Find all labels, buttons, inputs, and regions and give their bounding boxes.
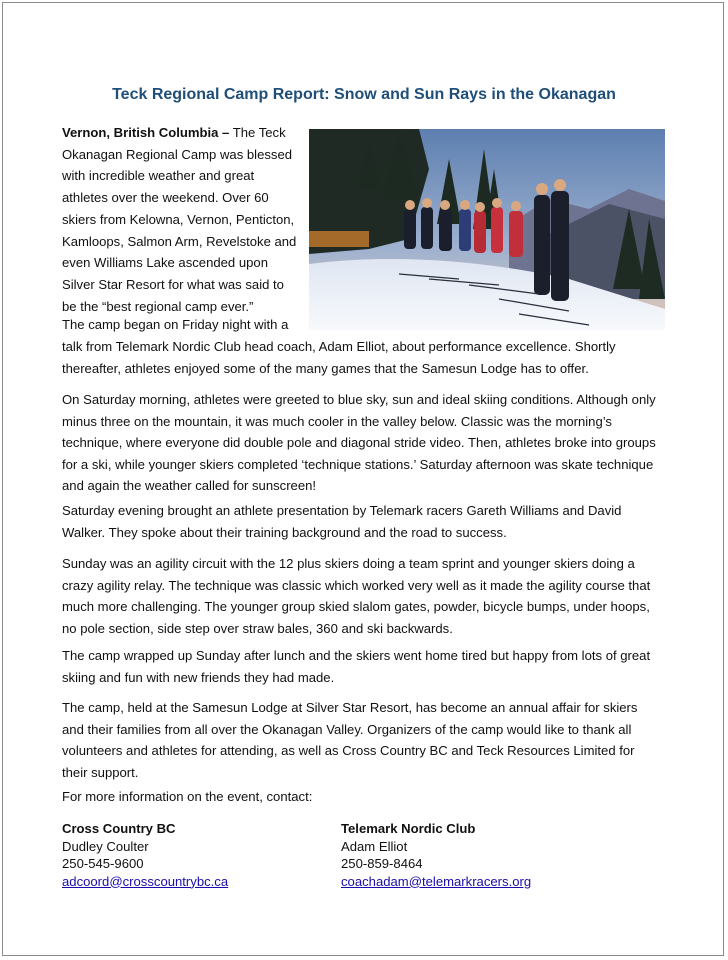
intro-paragraph: [62, 122, 300, 317]
contact-telemark: [341, 820, 531, 890]
contact-name: Adam Elliot: [341, 838, 408, 854]
article-title: Teck Regional Camp Report: Snow and Sun Rays in the Okanagan: [112, 86, 616, 103]
paragraph-sunday: Sunday was an agility circuit with the 12 plus skiers doing a team sprint and younger skiers doing a crazy agility relay. The technique was classic which worked very well as it made the agility course that much more challenging. The younger group skied slalom gates, powder, bicycle bumps, under hoops, no pole section, side step over straw bales, 360 and ski backwards.: [62, 556, 651, 636]
contact-org: Cross Country BC: [62, 821, 176, 836]
dateline: Vernon, British Columbia –: [62, 125, 230, 140]
contact-email-link[interactable]: coachadam@telemarkracers.org: [341, 873, 532, 889]
contact-name: Dudley Coulter: [62, 838, 149, 854]
contact-org: Telemark Nordic Club: [341, 821, 476, 836]
contact-phone: 250-859-8464: [341, 856, 423, 871]
paragraph-friday-line1: The camp began on Friday night with a: [62, 317, 289, 332]
contact-email-link[interactable]: adcoord@crosscountrybc.ca: [62, 873, 229, 889]
intro-text: The Teck Okanagan Regional Camp was blessed with incredible weather and great athletes over the weekend. Over 60 skiers from Kelowna, Vernon, Penticton, Kamloops, Salmon Arm, Revelstoke and even Williams Lake ascended upon Silver Star Resort for what was said to be the “best regional camp ever.”: [62, 125, 297, 314]
ski-team-photo: [309, 129, 665, 330]
contact-crosscountrybc: [62, 820, 228, 890]
paragraph-contact-intro: For more information on the event, contact:: [62, 789, 313, 804]
paragraph-annual-affair: The camp, held at the Samesun Lodge at Silver Star Resort, has become an annual affair for skiers and their families from all over the Okanagan Valley. Organizers of the camp would like to thank all volunteers and athletes for attending, as well as Cross Country BC and Teck Resources Limited for their support.: [62, 700, 638, 780]
paragraph-friday: talk from Telemark Nordic Club head coach, Adam Elliot, about performance excellence. Shortly thereafter, athletes enjoyed some of the many games that the Samesun Lodge has to offer.: [62, 339, 616, 376]
paragraph-saturday-morning: On Saturday morning, athletes were greeted to blue sky, sun and ideal skiing conditions. Although only minus three on the mountain, it was much cooler in the valley below. Classic was the morning’s technique, where everyone did double pole and diagonal stride video. Then, athletes broke into groups for a ski, while younger skiers completed ‘technique stations.’ Saturday afternoon was skate technique and again the weather called for sunscreen!: [62, 392, 656, 493]
paragraph-wrap-up: The camp wrapped up Sunday after lunch and the skiers went home tired but happy from lots of great skiing and fun with new friends they had made.: [62, 648, 651, 685]
paragraph-saturday-evening: Saturday evening brought an athlete presentation by Telemark racers Gareth Williams and David Walker. They spoke about their training background and the road to success.: [62, 503, 622, 540]
contact-phone: 250-545-9600: [62, 856, 144, 871]
